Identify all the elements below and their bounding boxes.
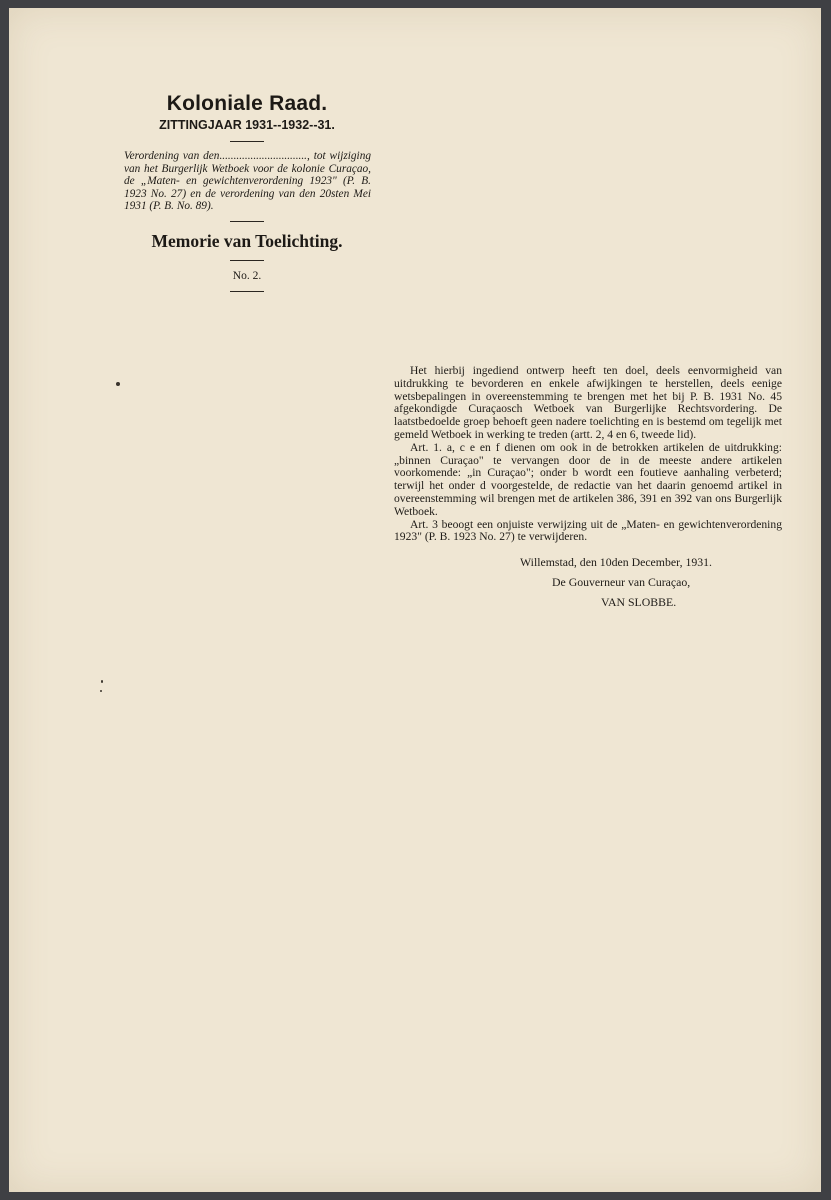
governor-title: De Gouverneur van Curaçao, — [552, 575, 691, 590]
document-number: No. 2. — [232, 269, 262, 282]
divider — [230, 291, 264, 292]
paragraph-article-1: Art. 1. a, c e en f dienen om ook in de betrokken artikelen de uitdrukking: „binnen Curaçao" te vervangen door de in de meeste andere artikelen voorkomende: „in Curaçao"; onder b wordt een foutieve aanhaling verbeterd; terwijl het onder d voorgestelde, de redactie van het daarin genoemd artikel in overeenstemming wil brengen met de artikelen 386, 391 en 392 van ons Burgerlijk Wetboek. — [394, 440, 782, 518]
paragraph-intro: Het hierbij ingediend ontwerp heeft ten doel, deels eenvormigheid van uitdrukking te bevorderen en enkele afwijkingen te herstellen, deels eenige wetsbepalingen in overeenstemming te brengen met het bij P. B. 1931 No. 45 afgekondigde Curaçaosch Wetboek van Burgerlijke Rechtsvordering. De laatstbedoelde groep behoeft geen nadere toelichting en is bestemd om tegelijk met gemeld Wetboek in werking te treden (artt. 2, 4 en 6, tweede lid). — [394, 364, 782, 441]
decree-description: Verordening van den..............................., tot wijziging van het Burgerlijk Wetboek voor de kolonie Curaçao, de „Maten- en gewichtenverordening 1923" (P. B. 1923 No. 27) en de verordening van den 20sten Mei 1931 (P. B. No. 89). — [124, 150, 371, 213]
council-title: Koloniale Raad. — [166, 92, 328, 115]
divider — [230, 221, 264, 222]
place-date: Willemstad, den 10den December, 1931. — [520, 555, 713, 570]
session-year: ZITTINGJAAR 1931--1932--31. — [159, 118, 335, 132]
paper-speck — [100, 690, 102, 692]
paragraph-article-3: Art. 3 beoogt een onjuiste verwijzing uit de „Maten- en gewichtenverordening 1923" (P. B. 1923 No. 27) te verwijderen. — [394, 517, 782, 544]
signature-block — [394, 552, 782, 612]
document-header — [121, 92, 373, 300]
governor-name: VAN SLOBBE. — [601, 595, 677, 610]
memorandum-heading: Memorie van Toelichting. — [151, 230, 343, 251]
divider — [230, 141, 264, 142]
paper-speck — [101, 680, 103, 683]
divider — [230, 260, 264, 261]
document-page — [9, 8, 821, 1192]
explanatory-text — [394, 365, 782, 612]
paper-speck — [116, 382, 120, 386]
